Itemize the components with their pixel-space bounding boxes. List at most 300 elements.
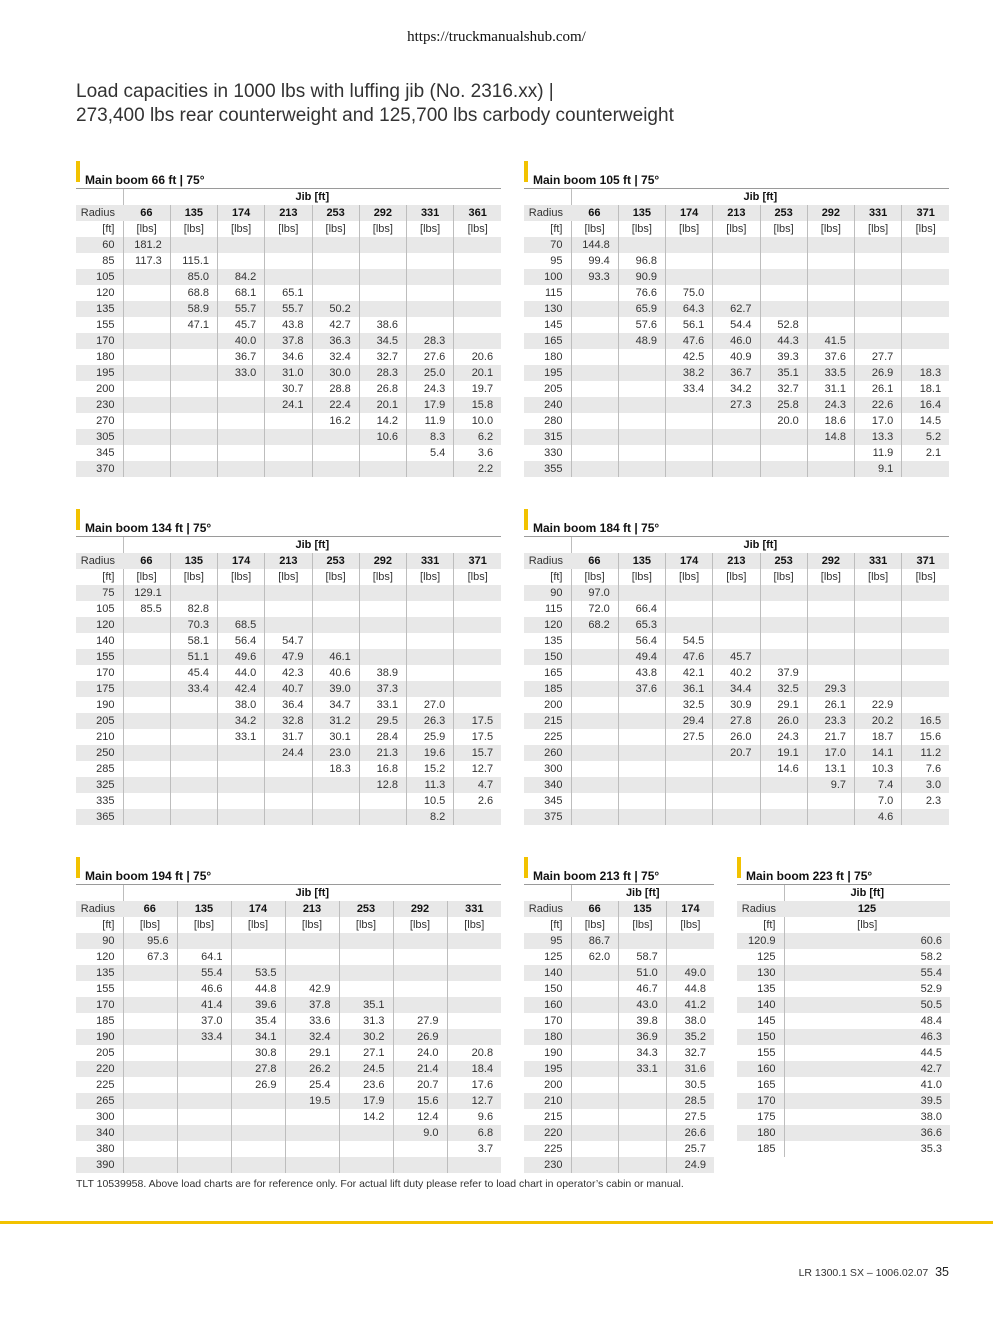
- capacity-cell: 115.1: [170, 253, 217, 269]
- radius-cell: 175: [76, 681, 123, 697]
- capacity-cell: 33.1: [619, 1061, 667, 1077]
- capacity-cell: [713, 429, 760, 445]
- capacity-cell: [393, 1157, 447, 1173]
- capacity-cell: 51.1: [170, 649, 217, 665]
- capacity-cell: [231, 1157, 285, 1173]
- capacity-cell: [312, 285, 359, 301]
- capacity-cell: [618, 809, 665, 825]
- capacity-cell: [123, 365, 170, 381]
- capacity-cell: [902, 649, 949, 665]
- capacity-cell: 55.4: [177, 965, 231, 981]
- radius-blank: [737, 885, 784, 901]
- lbs-unit: [lbs]: [713, 221, 760, 237]
- capacity-cell: [571, 1029, 619, 1045]
- capacity-cell: 25.4: [285, 1077, 339, 1093]
- capacity-cell: [713, 461, 760, 477]
- capacity-cell: 24.5: [339, 1061, 393, 1077]
- radius-cell: 210: [96, 731, 115, 743]
- capacity-cell: [123, 301, 170, 317]
- capacity-cell: [618, 585, 665, 601]
- capacity-cell: [571, 285, 618, 301]
- capacity-cell: [123, 1093, 177, 1109]
- jib-header-row: [76, 189, 501, 205]
- table-row: [76, 301, 501, 317]
- table-row: [737, 1061, 950, 1077]
- capacity-cell: [312, 793, 359, 809]
- jib-length-header: 253: [312, 205, 359, 221]
- table-row: [524, 981, 714, 997]
- lbs-unit: [lbs]: [807, 221, 854, 237]
- radius-cell: 175: [757, 1111, 776, 1123]
- capacity-cell: [713, 777, 760, 793]
- table-row: [524, 633, 949, 649]
- capacity-cell: [218, 777, 265, 793]
- capacity-cell: [618, 349, 665, 365]
- capacity-cell: 8.3: [407, 429, 454, 445]
- capacity-cell: [618, 397, 665, 413]
- radius-blank: [76, 189, 123, 205]
- table-row: [76, 729, 501, 745]
- capacity-cell: 4.6: [855, 809, 902, 825]
- capacity-cell: [265, 253, 312, 269]
- capacity-cell: [760, 617, 807, 633]
- capacity-cell: 72.0: [571, 601, 618, 617]
- radius-cell: 70: [524, 237, 571, 253]
- capacity-cell: 24.3: [407, 381, 454, 397]
- capacity-cell: [902, 585, 949, 601]
- capacity-cell: 19.1: [760, 745, 807, 761]
- capacity-cell: 3.7: [447, 1141, 501, 1157]
- heading-accent-bar: [737, 857, 741, 878]
- capacity-cell: 26.9: [393, 1029, 447, 1045]
- capacity-cell: [619, 1109, 667, 1125]
- capacity-cell: 22.9: [855, 697, 902, 713]
- capacity-cell: [571, 777, 618, 793]
- table-row: [737, 1029, 950, 1045]
- capacity-cell: [807, 445, 854, 461]
- capacity-cell: 17.0: [807, 745, 854, 761]
- lbs-unit: [lbs]: [666, 917, 714, 933]
- capacity-cell: [447, 965, 501, 981]
- table-row: [524, 965, 714, 981]
- capacity-cell: [447, 933, 501, 949]
- capacity-cell: [123, 665, 170, 681]
- radius-cell: 190: [76, 1029, 123, 1045]
- capacity-cell: 14.8: [807, 429, 854, 445]
- capacity-cell: 27.0: [407, 697, 454, 713]
- jib-length-header: 135: [619, 901, 667, 917]
- capacity-cell: 23.0: [312, 745, 359, 761]
- chart-heading: [76, 166, 501, 189]
- capacity-cell: 42.3: [265, 665, 312, 681]
- table-row: [737, 1125, 950, 1141]
- capacity-cell: [618, 777, 665, 793]
- column-header-row: [524, 901, 714, 917]
- capacity-cell: [902, 681, 949, 697]
- radius-cell: 155: [96, 319, 115, 331]
- lbs-unit: [lbs]: [339, 917, 393, 933]
- capacity-cell: 14.5: [902, 413, 949, 429]
- jib-header-row: [737, 885, 950, 901]
- table-row: [76, 965, 501, 981]
- capacity-cell: 33.4: [666, 381, 713, 397]
- capacity-cell: 35.2: [666, 1029, 714, 1045]
- capacity-cell: [619, 1157, 667, 1173]
- capacity-cell: [902, 665, 949, 681]
- jib-label: Jib [ft]: [123, 885, 501, 901]
- lbs-unit: [lbs]: [666, 221, 713, 237]
- capacity-cell: [855, 301, 902, 317]
- capacity-cell: 68.8: [170, 285, 217, 301]
- radius-cell: 140: [524, 965, 571, 981]
- capacity-cell: 40.6: [312, 665, 359, 681]
- capacity-cell: [807, 649, 854, 665]
- capacity-cell: [359, 461, 406, 477]
- capacity-cell: [231, 933, 285, 949]
- capacity-cell: 30.5: [666, 1077, 714, 1093]
- jib-length-header: 135: [618, 553, 665, 569]
- chart-heading-text: Main boom 105 ft | 75°: [533, 173, 660, 187]
- radius-cell: 205: [76, 713, 123, 729]
- table-row: [737, 1109, 950, 1125]
- capacity-cell: [902, 269, 949, 285]
- capacity-cell: 35.4: [231, 1013, 285, 1029]
- capacity-cell: 42.7: [784, 1061, 950, 1077]
- capacity-cell: [393, 949, 447, 965]
- chart-main-boom-184: [524, 514, 949, 825]
- capacity-cell: [571, 649, 618, 665]
- radius-cell: 150: [544, 983, 563, 995]
- radius-cell: 240: [524, 397, 571, 413]
- capacity-cell: [218, 809, 265, 825]
- radius-cell: 210: [524, 1093, 571, 1109]
- capacity-cell: [407, 237, 454, 253]
- capacity-cell: [807, 601, 854, 617]
- jib-header-row: [524, 885, 714, 901]
- capacity-cell: 24.3: [807, 397, 854, 413]
- jib-length-header: 174: [666, 205, 713, 221]
- table-row: [76, 1029, 501, 1045]
- chart-heading: [76, 514, 501, 537]
- capacity-cell: [407, 681, 454, 697]
- capacity-cell: [123, 1125, 177, 1141]
- capacity-cell: 33.4: [177, 1029, 231, 1045]
- capacity-cell: [407, 617, 454, 633]
- radius-blank: [76, 885, 123, 901]
- capacity-cell: [359, 237, 406, 253]
- lbs-unit: [lbs]: [902, 221, 949, 237]
- capacity-cell: 40.7: [265, 681, 312, 697]
- table-row: [76, 1045, 501, 1061]
- radius-cell: 120: [96, 287, 115, 299]
- capacity-cell: 49.6: [218, 649, 265, 665]
- capacity-cell: [339, 981, 393, 997]
- capacity-cell: [713, 237, 760, 253]
- capacity-cell: 44.0: [218, 665, 265, 681]
- capacity-cell: [231, 949, 285, 965]
- radius-cell: 180: [544, 351, 563, 363]
- table-row: [76, 1077, 501, 1093]
- capacity-cell: 27.3: [713, 397, 760, 413]
- capacity-cell: 36.9: [619, 1029, 667, 1045]
- capacity-cell: 20.6: [454, 349, 501, 365]
- radius-cell: 170: [76, 997, 123, 1013]
- capacity-cell: 31.1: [807, 381, 854, 397]
- capacity-cell: [807, 633, 854, 649]
- capacity-cell: 45.7: [218, 317, 265, 333]
- radius-unit: [ft]: [102, 571, 115, 583]
- capacity-cell: 117.3: [123, 253, 170, 269]
- capacity-cell: [393, 981, 447, 997]
- capacity-cell: 30.2: [339, 1029, 393, 1045]
- capacity-cell: [123, 1109, 177, 1125]
- capacity-cell: 31.7: [265, 729, 312, 745]
- chart-heading: [76, 862, 501, 885]
- radius-cell: 150: [737, 1029, 784, 1045]
- column-header-row: [524, 553, 949, 569]
- capacity-cell: 38.0: [666, 1013, 714, 1029]
- capacity-cell: [407, 601, 454, 617]
- radius-cell: 340: [524, 777, 571, 793]
- table-row: [76, 933, 501, 949]
- table-row: [76, 1013, 501, 1029]
- capacity-cell: [807, 793, 854, 809]
- capacity-cell: [339, 949, 393, 965]
- capacity-cell: [170, 777, 217, 793]
- capacity-cell: [571, 681, 618, 697]
- capacity-cell: 20.8: [447, 1045, 501, 1061]
- table-row: [524, 365, 949, 381]
- capacity-cell: 57.6: [618, 317, 665, 333]
- capacity-cell: [807, 317, 854, 333]
- capacity-cell: 27.1: [339, 1045, 393, 1061]
- capacity-cell: [265, 585, 312, 601]
- capacity-cell: 29.1: [285, 1045, 339, 1061]
- capacity-cell: 34.2: [218, 713, 265, 729]
- load-table: [524, 537, 949, 825]
- capacity-cell: 12.7: [447, 1093, 501, 1109]
- capacity-cell: 20.0: [760, 413, 807, 429]
- capacity-cell: 55.7: [218, 301, 265, 317]
- table-row: [524, 1141, 714, 1157]
- capacity-cell: [123, 777, 170, 793]
- radius-cell: 195: [524, 1061, 571, 1077]
- capacity-cell: [231, 1141, 285, 1157]
- radius-cell: 120.9: [737, 933, 784, 949]
- jib-length-header: 125: [784, 901, 950, 917]
- capacity-cell: [454, 253, 501, 269]
- capacity-cell: 33.6: [285, 1013, 339, 1029]
- capacity-cell: 24.1: [265, 397, 312, 413]
- radius-cell: 280: [544, 415, 563, 427]
- capacity-cell: 14.2: [339, 1109, 393, 1125]
- capacity-cell: 47.1: [170, 317, 217, 333]
- capacity-cell: 40.0: [218, 333, 265, 349]
- table-row: [76, 617, 501, 633]
- capacity-cell: [407, 461, 454, 477]
- jib-length-header: 292: [807, 553, 854, 569]
- capacity-cell: 10.5: [407, 793, 454, 809]
- capacity-cell: [170, 793, 217, 809]
- radius-cell: 330: [544, 447, 563, 459]
- capacity-cell: [407, 253, 454, 269]
- capacity-cell: [713, 793, 760, 809]
- capacity-cell: 39.0: [312, 681, 359, 697]
- capacity-cell: [713, 617, 760, 633]
- capacity-cell: 36.3: [312, 333, 359, 349]
- capacity-cell: 24.0: [393, 1045, 447, 1061]
- capacity-cell: 67.3: [123, 949, 177, 965]
- capacity-cell: 10.6: [359, 429, 406, 445]
- chart-main-boom-66: [76, 166, 501, 477]
- capacity-cell: [807, 301, 854, 317]
- capacity-cell: [123, 633, 170, 649]
- table-row: [524, 333, 949, 349]
- capacity-cell: [855, 333, 902, 349]
- table-row: [76, 461, 501, 477]
- table-row: [524, 997, 714, 1013]
- jib-length-header: 253: [339, 901, 393, 917]
- capacity-cell: [454, 237, 501, 253]
- capacity-cell: 44.8: [231, 981, 285, 997]
- capacity-cell: 24.9: [666, 1157, 714, 1173]
- table-row: [76, 601, 501, 617]
- jib-length-header: 135: [170, 553, 217, 569]
- chart-main-boom-213: [524, 862, 714, 1173]
- capacity-cell: 40.2: [713, 665, 760, 681]
- capacity-cell: [170, 761, 217, 777]
- capacity-cell: 35.1: [760, 365, 807, 381]
- radius-blank: [524, 537, 571, 553]
- radius-cell: 160: [524, 997, 571, 1013]
- capacity-cell: [618, 381, 665, 397]
- radius-cell: 300: [96, 1111, 115, 1123]
- capacity-cell: 36.1: [666, 681, 713, 697]
- lbs-unit: [lbs]: [571, 221, 618, 237]
- capacity-cell: 20.1: [359, 397, 406, 413]
- capacity-cell: 43.8: [265, 317, 312, 333]
- capacity-cell: [123, 1013, 177, 1029]
- capacity-cell: [407, 285, 454, 301]
- table-row: [524, 713, 949, 729]
- jib-header-row: [524, 537, 949, 553]
- capacity-cell: [265, 761, 312, 777]
- capacity-cell: 46.3: [784, 1029, 950, 1045]
- capacity-cell: 34.7: [312, 697, 359, 713]
- capacity-cell: [571, 333, 618, 349]
- chart-heading-text: Main boom 223 ft | 75°: [746, 869, 873, 883]
- title-line-2: 273,400 lbs rear counterweight and 125,700 lbs carbody counterweight: [76, 105, 674, 126]
- capacity-cell: [713, 633, 760, 649]
- capacity-cell: 30.9: [713, 697, 760, 713]
- capacity-cell: 52.8: [760, 317, 807, 333]
- capacity-cell: [359, 269, 406, 285]
- capacity-cell: [170, 333, 217, 349]
- capacity-cell: [393, 933, 447, 949]
- capacity-cell: 28.3: [407, 333, 454, 349]
- capacity-cell: 58.1: [170, 633, 217, 649]
- radius-label: Radius: [76, 553, 123, 569]
- capacity-cell: [407, 269, 454, 285]
- capacity-cell: [760, 601, 807, 617]
- capacity-cell: [760, 237, 807, 253]
- capacity-cell: [123, 697, 170, 713]
- capacity-cell: [170, 237, 217, 253]
- jib-label: Jib [ft]: [784, 885, 950, 901]
- table-row: [524, 1157, 714, 1173]
- unit-row: [524, 917, 714, 933]
- capacity-cell: [177, 1141, 231, 1157]
- radius-cell: 365: [76, 809, 123, 825]
- capacity-cell: [713, 413, 760, 429]
- capacity-cell: 21.7: [807, 729, 854, 745]
- radius-unit: [ft]: [550, 919, 563, 931]
- source-url[interactable]: https://truckmanualshub.com/: [407, 29, 586, 45]
- capacity-cell: 3.6: [454, 445, 501, 461]
- capacity-cell: [218, 585, 265, 601]
- capacity-cell: [666, 949, 714, 965]
- capacity-cell: 55.4: [784, 965, 950, 981]
- capacity-cell: [571, 1045, 619, 1061]
- table-row: [76, 1141, 501, 1157]
- radius-cell: 185: [524, 681, 571, 697]
- table-row: [524, 381, 949, 397]
- radius-cell: 105: [76, 269, 123, 285]
- capacity-cell: 48.4: [784, 1013, 950, 1029]
- capacity-cell: 32.5: [666, 697, 713, 713]
- capacity-cell: [123, 445, 170, 461]
- capacity-cell: 25.9: [407, 729, 454, 745]
- jib-length-header: 361: [454, 205, 501, 221]
- capacity-cell: [454, 633, 501, 649]
- table-row: [524, 601, 949, 617]
- heading-accent-bar: [76, 161, 80, 182]
- radius-cell: 250: [76, 745, 123, 761]
- radius-cell: 155: [96, 983, 115, 995]
- table-row: [737, 949, 950, 965]
- capacity-cell: [447, 1029, 501, 1045]
- capacity-cell: 38.9: [359, 665, 406, 681]
- capacity-cell: 18.7: [855, 729, 902, 745]
- capacity-cell: [218, 445, 265, 461]
- table-row: [524, 1029, 714, 1045]
- radius-cell: 135: [76, 301, 123, 317]
- capacity-cell: 38.6: [359, 317, 406, 333]
- capacity-cell: 34.6: [265, 349, 312, 365]
- capacity-cell: 68.2: [571, 617, 618, 633]
- jib-length-header: 135: [177, 901, 231, 917]
- capacity-cell: 38.0: [784, 1109, 950, 1125]
- chart-main-boom-223: [737, 862, 950, 1157]
- capacity-cell: 6.2: [454, 429, 501, 445]
- table-row: [524, 649, 949, 665]
- radius-cell: 85: [102, 255, 115, 267]
- capacity-cell: [571, 729, 618, 745]
- radius-cell: 185: [757, 1143, 776, 1155]
- capacity-cell: [393, 1141, 447, 1157]
- jib-length-header: 66: [571, 901, 619, 917]
- capacity-cell: [170, 349, 217, 365]
- capacity-cell: [713, 269, 760, 285]
- capacity-cell: [123, 1029, 177, 1045]
- capacity-cell: 62.7: [713, 301, 760, 317]
- capacity-cell: 27.5: [666, 1109, 714, 1125]
- table-row: [524, 461, 949, 477]
- capacity-cell: 41.5: [807, 333, 854, 349]
- table-row: [76, 429, 501, 445]
- capacity-cell: 38.2: [666, 365, 713, 381]
- table-row: [76, 1093, 501, 1109]
